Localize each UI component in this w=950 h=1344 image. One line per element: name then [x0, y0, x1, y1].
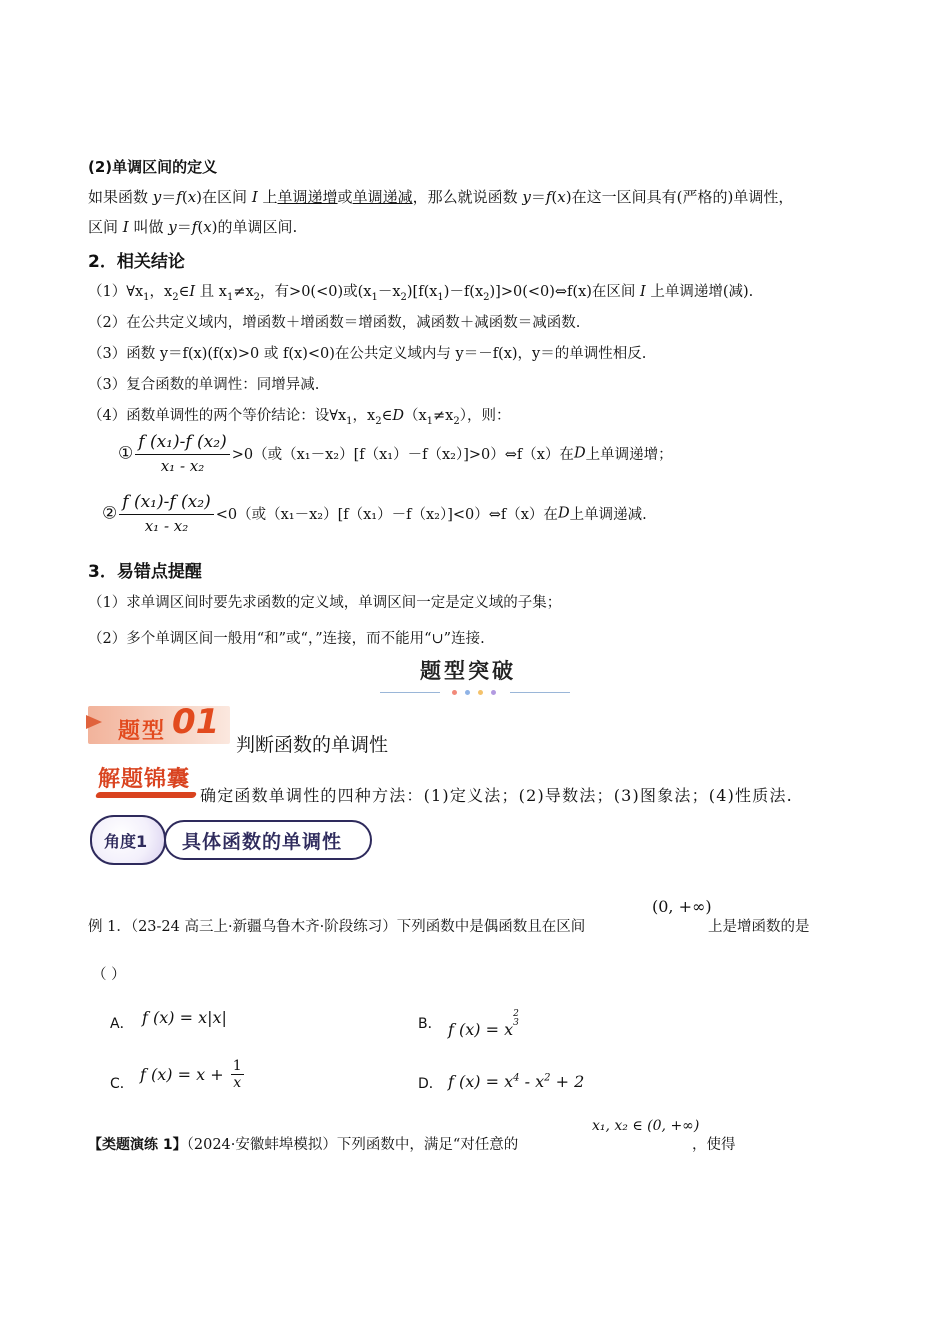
subsection-title: (2)单调区间的定义 — [88, 158, 218, 176]
pitfall-1: （1）求单调区间时要先求函数的定义域，单调区间一定是定义域的子集； — [88, 595, 562, 611]
tip-label: 解题锦囊 — [98, 767, 191, 792]
option-c-label[interactable]: C． — [110, 1076, 134, 1092]
option-c-expr: f (x) = x + $\frac{1}{x}$ — [140, 1058, 242, 1091]
angle-title-box: 具体函数的单调性 — [164, 820, 372, 860]
conclusion-5: （4）函数单调性的两个等价结论：设$\forall x_1$，$x_2\in D(x_1\ne x_2)$，则： — [88, 408, 511, 427]
pitfall-2: （2）多个单调区间一般用“和”或“，”连接，而不能用“∪”连接. — [88, 631, 485, 647]
underlined-term: 单调递增 — [277, 188, 338, 206]
fraction: $\frac{\text{f (x₁)-f (x₂)}}{\text{x₁ - x₂}}$ — [119, 492, 213, 535]
section-title: 题型突破 — [420, 659, 516, 683]
conclusion-4: （3）复合函数的单调性：同增异减. — [88, 377, 320, 393]
decor-dot — [478, 690, 483, 695]
definition-line-2: 区间 I 叫做 y＝f(x)的单调区间. — [88, 218, 298, 236]
type-title: 判断函数的单调性 — [236, 734, 389, 756]
fraction: $\frac{\text{f (x₁)-f (x₂)}}{\text{x₁ - x₂}}$ — [135, 432, 229, 475]
option-d-label[interactable]: D． — [418, 1076, 443, 1092]
definition-line-1: 如果函数 y＝f(x)在区间 I 上单调递增或单调递减，那么就说函数 y＝f(x)在这一区间具有(严格的)单调性， — [88, 188, 794, 206]
example-1-question: 例 1．（23-24 高三上·新疆乌鲁木齐·阶段练习）下列函数中是偶函数且在区间 — [88, 919, 586, 935]
example-1-tail: 上是增函数的是 — [708, 919, 810, 935]
conclusion-2: （2）在公共定义域内，增函数＋增函数＝增函数，减函数＋减函数＝减函数. — [88, 315, 581, 331]
conclusion-3: （3）函数 y＝f(x)(f(x)>0 或 f(x)<0)在公共定义域内与 y＝－f(x)，y＝的单调性相反. — [88, 346, 647, 362]
option-b-expr: f (x) = x 2 3 — [448, 1009, 519, 1039]
decor-dot — [465, 690, 470, 695]
type-number: 01 — [172, 702, 220, 742]
angle-badge: 角度1 — [90, 815, 166, 865]
decor-dot — [491, 690, 496, 695]
option-d-expr: f $(x) = x^4 - x^2 + 2$ — [448, 1072, 585, 1091]
section-heading-3: 3．易错点提醒 — [88, 562, 202, 582]
tip-text: 确定函数单调性的四种方法：(1)定义法；(2)导数法；(3)图象法；(4)性质法. — [200, 786, 793, 805]
divider — [510, 692, 570, 693]
type-label: 题型 — [118, 719, 167, 744]
equivalence-formula-1: ① $\frac{\text{f (x₁)-f (x₂)}}{\text{x₁ - x₂}}$ >0（或（x₁－x₂）[f（x₁）－f（x₂）]>0）⇔f（x）在D上单调递增； — [118, 432, 673, 475]
option-a-expr: f (x) = x|x| — [142, 1008, 227, 1027]
drill-condition: x₁, x₂ ∈ (0, +∞) — [592, 1118, 700, 1134]
underlined-term: 单调递减 — [352, 188, 413, 206]
conclusion-1: $(1)\forall x_1$，$x_2\in I$ 且 $x_1\ne x_2$，有>0(<0)或$(x_1-x_2)[f(x_1)-f(x_2)]>0(<0)\Leftrightarrow f(x)$在区间 I 上单调递增(减). — [88, 284, 754, 303]
decor-dot — [452, 690, 457, 695]
section-heading-2: 2．相关结论 — [88, 252, 185, 272]
divider — [380, 692, 440, 693]
answer-parentheses: （ ） — [92, 967, 126, 983]
option-b-label[interactable]: B． — [418, 1016, 442, 1032]
option-a-label[interactable]: A． — [110, 1016, 134, 1032]
drill-question: 【类题演练 1】（2024·安徽蚌埠模拟）下列函数中，满足“对任意的 — [88, 1137, 519, 1153]
interval-expression: (0, +∞) — [652, 897, 712, 916]
drill-tail: ，使得 — [692, 1137, 736, 1153]
equivalence-formula-2: ② $\frac{\text{f (x₁)-f (x₂)}}{\text{x₁ - x₂}}$ <0（或（x₁－x₂）[f（x₁）－f（x₂）]<0）⇔f（x）在D上单调递减. — [102, 492, 647, 535]
